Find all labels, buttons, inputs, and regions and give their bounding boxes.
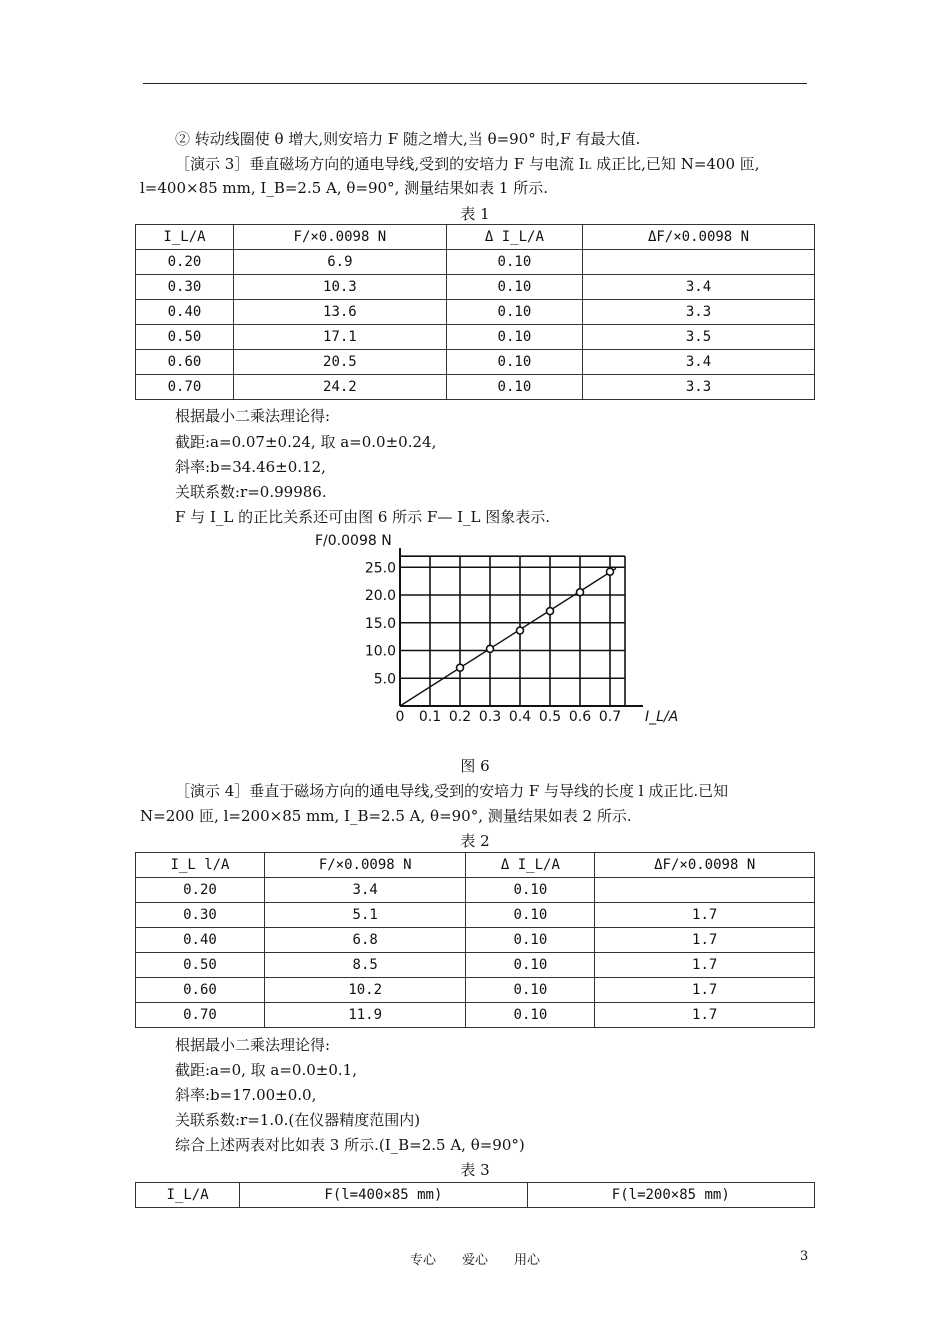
cell: 3.4 xyxy=(264,878,465,903)
table-header-row xyxy=(136,853,815,878)
cell: 0.60 xyxy=(136,350,234,375)
result-line: 根据最小二乘法理论得: xyxy=(175,1036,331,1054)
cell: 10.3 xyxy=(233,275,446,300)
cell: 8.5 xyxy=(264,953,465,978)
cell: 0.10 xyxy=(466,1003,595,1028)
header-cell: I_L l/A xyxy=(136,853,265,878)
cell: 1.7 xyxy=(595,1003,815,1028)
cell: 0.70 xyxy=(136,1003,265,1028)
cell: 24.2 xyxy=(233,375,446,400)
cell: 20.5 xyxy=(233,350,446,375)
cell: 0.10 xyxy=(466,928,595,953)
table-row xyxy=(136,878,815,903)
cell: 3.3 xyxy=(583,375,815,400)
cell: 0.10 xyxy=(466,953,595,978)
cell: 0.10 xyxy=(466,878,595,903)
x-tick-label: 0.3 xyxy=(478,709,502,725)
cell: 0.40 xyxy=(136,300,234,325)
result-line: 截距:a=0, 取 a=0.0±0.1, xyxy=(175,1061,357,1079)
cell: 0.30 xyxy=(136,275,234,300)
cell: 0.50 xyxy=(136,325,234,350)
table-2 xyxy=(135,852,815,1028)
table-row xyxy=(136,928,815,953)
y-tick-label: 25.0 xyxy=(364,560,396,577)
x-tick-label: 0.6 xyxy=(568,709,592,725)
header-cell: I_L/A xyxy=(136,225,234,250)
cell: 0.50 xyxy=(136,953,265,978)
cell: 17.1 xyxy=(233,325,446,350)
table2-caption: 表 2 xyxy=(460,832,490,850)
table-row xyxy=(136,978,815,1003)
data-point xyxy=(517,627,524,634)
cell: 3.4 xyxy=(583,350,815,375)
cell: 1.7 xyxy=(595,928,815,953)
cell: 0.70 xyxy=(136,375,234,400)
result-line: F 与 I_L 的正比关系还可由图 6 所示 F— I_L 图象表示. xyxy=(175,508,551,526)
table-row xyxy=(136,953,815,978)
table-row xyxy=(136,275,815,300)
cell: 0.10 xyxy=(466,903,595,928)
table-3 xyxy=(135,1182,815,1208)
cell: 0.10 xyxy=(446,375,582,400)
fit-line xyxy=(400,568,616,706)
y-tick-label: 10.0 xyxy=(364,643,396,660)
x-tick-label: 0.2 xyxy=(448,709,472,725)
x-tick-label: 0.1 xyxy=(418,709,442,725)
header-cell: Δ I_L/A xyxy=(466,853,595,878)
cell xyxy=(595,878,815,903)
cell: 3.5 xyxy=(583,325,815,350)
cell: 1.7 xyxy=(595,953,815,978)
data-point xyxy=(547,608,554,615)
x-axis-label: I_L/A xyxy=(645,709,679,725)
table-row xyxy=(136,903,815,928)
cell: 3.3 xyxy=(583,300,815,325)
cell: 0.10 xyxy=(446,275,582,300)
cell: 0.20 xyxy=(136,878,265,903)
header-rule xyxy=(143,83,807,84)
cell: 1.7 xyxy=(595,903,815,928)
table1-caption: 表 1 xyxy=(460,205,490,223)
paragraph-1: ② 转动线圈使 θ 增大,则安培力 F 随之增大,当 θ=90° 时,F 有最大值. xyxy=(175,130,641,148)
figure-caption: 图 6 xyxy=(460,757,490,775)
table-row xyxy=(136,350,815,375)
table-header-row xyxy=(136,1183,815,1208)
result-line: 关联系数:r=0.99986. xyxy=(175,483,327,501)
header-cell: ΔF/×0.0098 N xyxy=(583,225,815,250)
result-line: 关联系数:r=1.0.(在仪器精度范围内) xyxy=(175,1111,421,1129)
page-footer: 专心 爱心 用心 xyxy=(409,1253,540,1268)
cell xyxy=(583,250,815,275)
header-cell: F/×0.0098 N xyxy=(233,225,446,250)
header-cell: F(l=200×85 mm) xyxy=(527,1183,814,1208)
cell: 0.60 xyxy=(136,978,265,1003)
table3-caption: 表 3 xyxy=(460,1161,490,1179)
header-cell: F/×0.0098 N xyxy=(264,853,465,878)
cell: 1.7 xyxy=(595,978,815,1003)
header-cell: I_L/A xyxy=(136,1183,240,1208)
cell: 5.1 xyxy=(264,903,465,928)
paragraph-demo4-line2: N=200 匝, l=200×85 mm, I_B=2.5 A, θ=90°, 测量结果如表 2 所示. xyxy=(140,807,632,825)
x-tick-label: 0.5 xyxy=(538,709,562,725)
y-axis-label: F/0.0098 N xyxy=(315,533,392,549)
result-line: 根据最小二乘法理论得: xyxy=(175,407,331,425)
paragraph-demo3-line1: ［演示 3］垂直磁场方向的通电导线,受到的安培力 F 与电流 IL 成正比,已知 N=400 匝, xyxy=(175,155,760,173)
x-tick-label: 0.4 xyxy=(508,709,532,725)
cell: 0.30 xyxy=(136,903,265,928)
cell: 0.10 xyxy=(446,250,582,275)
paragraph-demo4-line1: ［演示 4］垂直于磁场方向的通电导线,受到的安培力 F 与导线的长度 l 成正比.已知 xyxy=(175,782,729,800)
table-row xyxy=(136,1003,815,1028)
cell: 0.20 xyxy=(136,250,234,275)
header-cell: Δ I_L/A xyxy=(446,225,582,250)
cell: 6.9 xyxy=(233,250,446,275)
cell: 0.40 xyxy=(136,928,265,953)
x-tick-label: 0.7 xyxy=(598,709,622,725)
data-point xyxy=(487,645,494,652)
y-tick-label: 5.0 xyxy=(373,671,396,688)
y-tick-label: 20.0 xyxy=(364,588,396,604)
cell: 0.10 xyxy=(446,350,582,375)
table-1 xyxy=(135,224,815,400)
cell: 3.4 xyxy=(583,275,815,300)
result-line: 截距:a=0.07±0.24, 取 a=0.0±0.24, xyxy=(175,433,437,451)
cell: 10.2 xyxy=(264,978,465,1003)
data-point xyxy=(457,664,464,671)
table-header-row xyxy=(136,225,815,250)
data-point xyxy=(607,568,614,575)
page-number: 3 xyxy=(800,1249,809,1264)
table-row xyxy=(136,325,815,350)
table-row xyxy=(136,375,815,400)
cell: 0.10 xyxy=(446,300,582,325)
figure-6-chart xyxy=(310,528,690,728)
data-point xyxy=(577,589,584,596)
cell: 13.6 xyxy=(233,300,446,325)
cell: 0.10 xyxy=(466,978,595,1003)
result-line: 综合上述两表对比如表 3 所示.(I_B=2.5 A, θ=90°) xyxy=(175,1136,525,1154)
table-row xyxy=(136,250,815,275)
header-cell: ΔF/×0.0098 N xyxy=(595,853,815,878)
header-cell: F(l=400×85 mm) xyxy=(240,1183,527,1208)
cell: 11.9 xyxy=(264,1003,465,1028)
result-line: 斜率:b=17.00±0.0, xyxy=(175,1086,317,1104)
cell: 0.10 xyxy=(446,325,582,350)
paragraph-demo3-line2: l=400×85 mm, I_B=2.5 A, θ=90°, 测量结果如表 1 所示. xyxy=(140,179,548,197)
y-tick-label: 15.0 xyxy=(364,615,396,632)
x-tick-label: 0 xyxy=(395,709,405,725)
cell: 6.8 xyxy=(264,928,465,953)
table-row xyxy=(136,300,815,325)
result-line: 斜率:b=34.46±0.12, xyxy=(175,458,326,476)
